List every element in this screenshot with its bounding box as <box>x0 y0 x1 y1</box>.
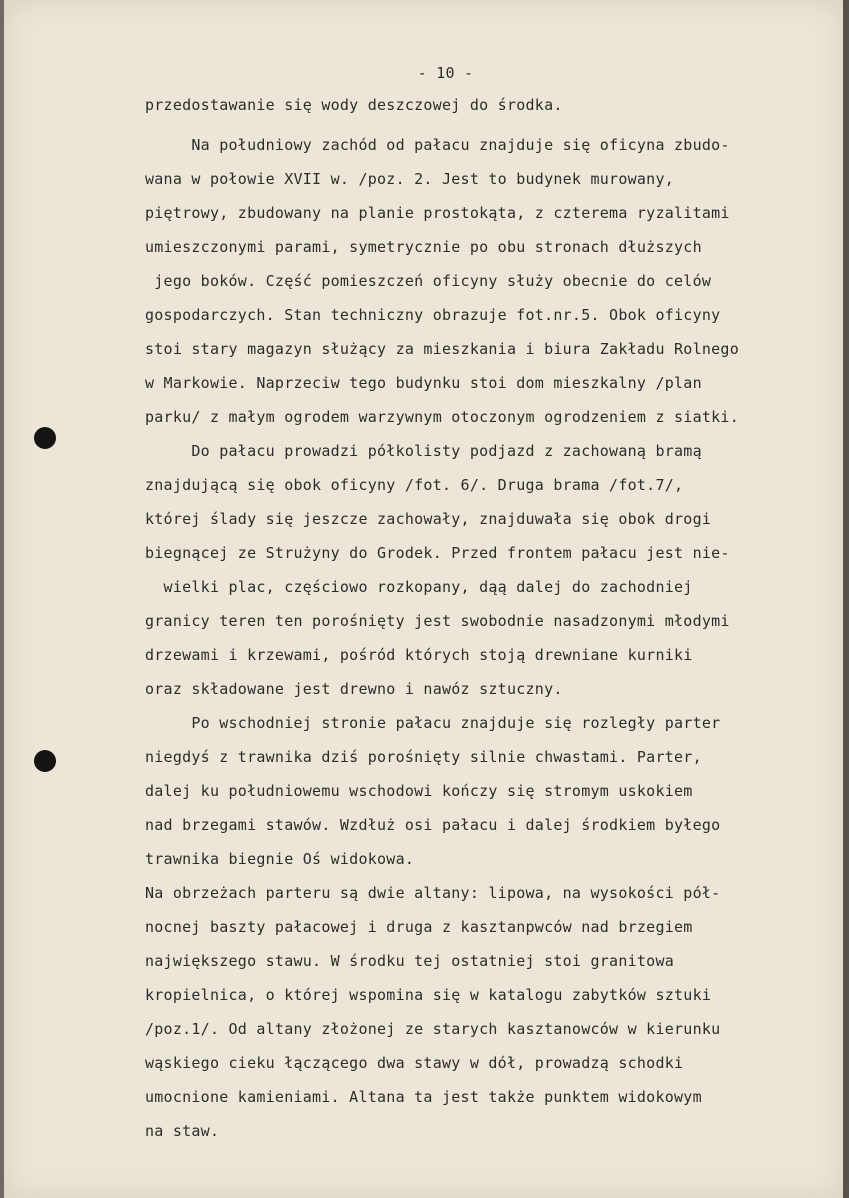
text-line: wąskiego cieku łączącego dwa stawy w dół, prowadzą schodki <box>145 1054 684 1072</box>
text-line: jego boków. Część pomieszczeń oficyny służy obecnie do celów <box>145 272 712 290</box>
text-line: na staw. <box>145 1122 220 1140</box>
text-line: granicy teren ten porośnięty jest swobodnie nasadzonymi młodymi <box>145 612 730 630</box>
text-line: Na obrzeżach parteru są dwie altany: lipowa, na wysokości pół- <box>145 884 721 902</box>
text-line: w Markowie. Naprzeciw tego budynku stoi dom mieszkalny /plan <box>145 374 702 392</box>
text-line: /poz.1/. Od altany złożonej ze starych kasztanowców w kierunku <box>145 1020 721 1038</box>
text-line: wana w połowie XVII w. /poz. 2. Jest to budynek murowany, <box>145 170 675 188</box>
text-line: dalej ku południowemu wschodowi kończy się stromym uskokiem <box>145 782 693 800</box>
text-line: piętrowy, zbudowany na planie prostokąta, z czterema ryzalitami <box>145 204 730 222</box>
text-line: nocnej baszty pałacowej i druga z kasztanpwców nad brzegiem <box>145 918 693 936</box>
text-line: Do pałacu prowadzi półkolisty podjazd z zachowaną bramą <box>145 442 702 460</box>
page-edge <box>843 0 849 1198</box>
text-line: trawnika biegnie Oś widokowa. <box>145 850 415 868</box>
text-line: umocnione kamieniami. Altana ta jest także punktem widokowym <box>145 1088 702 1106</box>
text-line: oraz składowane jest drewno i nawóz sztuczny. <box>145 680 563 698</box>
page-number: - 10 - <box>417 64 474 82</box>
text-line: stoi stary magazyn służący za mieszkania i biura Zakładu Rolnego <box>145 340 739 358</box>
text-line: znajdującą się obok oficyny /fot. 6/. Druga brama /fot.7/, <box>145 476 684 494</box>
text-line: umieszczonymi parami, symetrycznie po obu stronach dłuższych <box>145 238 702 256</box>
text-line: Na południowy zachód od pałacu znajduje się oficyna zbudo- <box>145 136 730 154</box>
text-line: nad brzegami stawów. Wzdłuż osi pałacu i dalej środkiem byłego <box>145 816 721 834</box>
text-line: przedostawanie się wody deszczowej do środka. <box>145 96 563 114</box>
text-line: gospodarczych. Stan techniczny obrazuje fot.nr.5. Obok oficyny <box>145 306 721 324</box>
text-line: Po wschodniej stronie pałacu znajduje się rozległy parter <box>145 714 721 732</box>
text-line: drzewami i krzewami, pośród których stoją drewniane kurniki <box>145 646 693 664</box>
text-line: której ślady się jeszcze zachowały, znajduwała się obok drogi <box>145 510 712 528</box>
text-line: kropielnica, o której wspomina się w katalogu zabytków sztuki <box>145 986 712 1004</box>
punch-hole-lower <box>34 750 56 772</box>
text-line: największego stawu. W środku tej ostatniej stoi granitowa <box>145 952 675 970</box>
punch-hole-upper <box>34 427 56 449</box>
text-line: niegdyś z trawnika dziś porośnięty silnie chwastami. Parter, <box>145 748 702 766</box>
text-line: wielki plac, częściowo rozkopany, dąą dalej do zachodniej <box>145 578 693 596</box>
text-line: parku/ z małym ogrodem warzywnym otoczonym ogrodzeniem z siatki. <box>145 408 739 426</box>
text-line: biegnącej ze Strużyny do Grodek. Przed frontem pałacu jest nie- <box>145 544 730 562</box>
